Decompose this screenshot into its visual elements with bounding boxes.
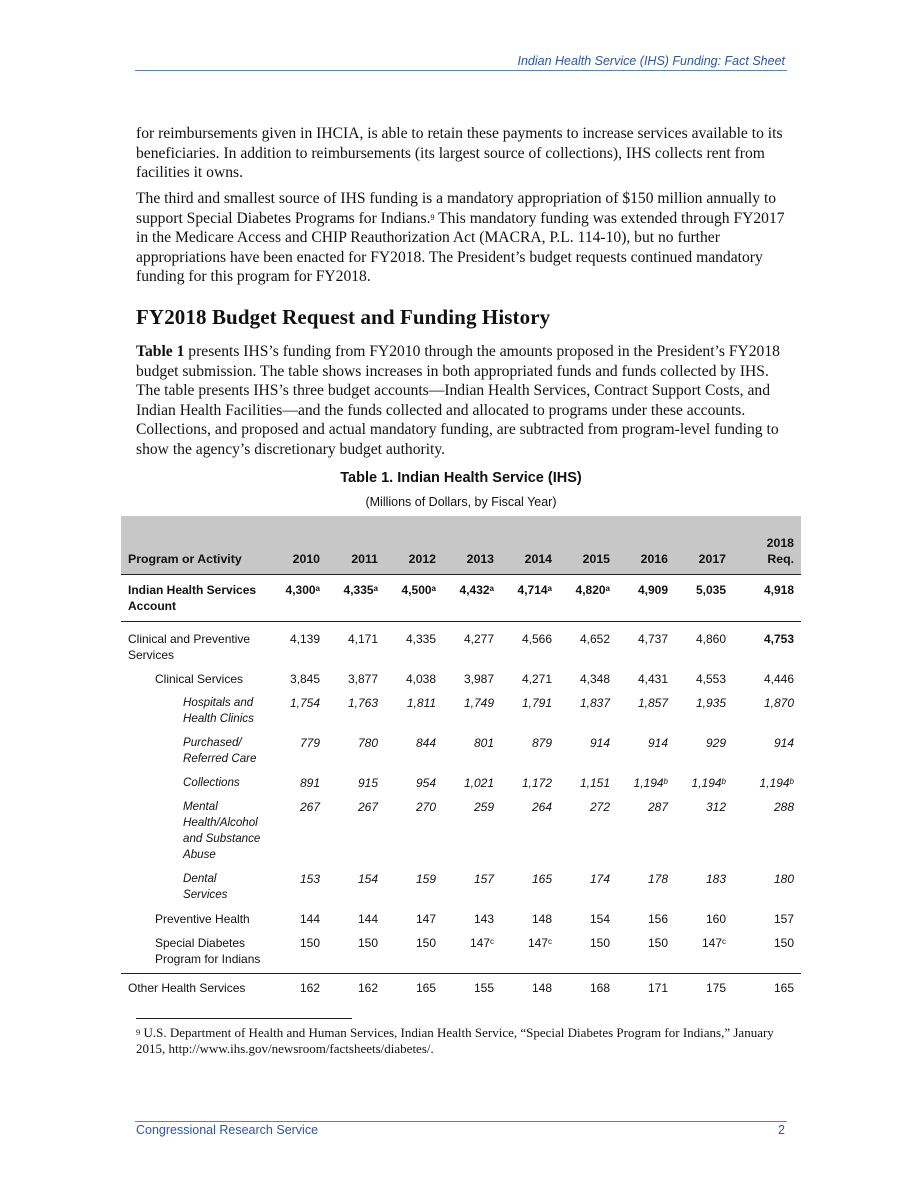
paragraph-2 [136, 189, 786, 287]
cell-value: 1,194 [633, 776, 664, 790]
row-label: Collections [183, 776, 240, 789]
cell-value: 4,500 [401, 583, 432, 597]
cell-value: 148 [531, 912, 552, 926]
table-cell [269, 868, 327, 908]
table-row [121, 732, 801, 772]
cell-value: 312 [705, 800, 726, 814]
table-cell [443, 908, 501, 932]
cell-value: 175 [705, 981, 726, 995]
cell-value: 267 [299, 800, 320, 814]
table-cell [617, 772, 675, 796]
table-cell [269, 974, 327, 1002]
table-row [121, 575, 801, 622]
table-cell [443, 796, 501, 868]
cell-value: 154 [589, 912, 610, 926]
cell-value: 150 [647, 936, 668, 950]
table-cell [327, 575, 385, 622]
cell-value: 159 [415, 872, 436, 886]
cell-value: 915 [357, 776, 378, 790]
table-cell [327, 732, 385, 772]
table-note-marker: a [605, 584, 610, 593]
table-note-marker: c [490, 937, 494, 946]
cell-value: 1,935 [695, 696, 726, 710]
table-cell [675, 908, 733, 932]
table-cell [385, 668, 443, 692]
table-cell [385, 796, 443, 868]
table-header-row [121, 516, 801, 575]
paragraph-3 [136, 342, 786, 460]
cell-value: 1,870 [763, 696, 794, 710]
column-header: 2014 [501, 516, 559, 575]
cell-value: 1,194 [691, 776, 722, 790]
table-note-marker: c [722, 937, 726, 946]
column-header: 2018 Req. [733, 516, 801, 575]
table-note-marker: a [431, 584, 436, 593]
table-cell [559, 796, 617, 868]
table-cell [733, 732, 801, 772]
table-cell [385, 772, 443, 796]
cell-value: 4,432 [459, 583, 490, 597]
table-note-marker: b [789, 777, 794, 786]
table-note-marker: c [548, 937, 552, 946]
table-cell [269, 932, 327, 974]
table-cell [443, 732, 501, 772]
table-cell [617, 868, 675, 908]
table-note-marker: a [489, 584, 494, 593]
header-rule [135, 70, 787, 71]
table-row [121, 908, 801, 932]
cell-value: 180 [773, 872, 794, 886]
table-cell [501, 692, 559, 732]
table-cell [733, 974, 801, 1002]
table-cell [443, 974, 501, 1002]
cell-value: 4,553 [695, 672, 726, 686]
cell-value: 154 [357, 872, 378, 886]
table-cell [675, 732, 733, 772]
table-cell [269, 668, 327, 692]
table-cell [501, 796, 559, 868]
row-label: Dental Services [183, 872, 228, 901]
table-cell [327, 796, 385, 868]
cell-value: 4,714 [517, 583, 548, 597]
cell-value: 171 [647, 981, 668, 995]
cell-value: 165 [415, 981, 436, 995]
table-cell [501, 575, 559, 622]
table-note-marker: a [315, 584, 320, 593]
table-cell [443, 932, 501, 974]
cell-value: 3,987 [463, 672, 494, 686]
cell-value: 174 [589, 872, 610, 886]
cell-value: 143 [473, 912, 494, 926]
table-cell [501, 868, 559, 908]
table-cell [443, 668, 501, 692]
footnote-reference[interactable]: 9 [430, 212, 435, 222]
table-cell [559, 932, 617, 974]
table-cell [733, 668, 801, 692]
table-cell [269, 732, 327, 772]
table-row [121, 772, 801, 796]
column-header: 2016 [617, 516, 675, 575]
table-row [121, 932, 801, 974]
cell-value: 4,431 [637, 672, 668, 686]
table-cell [559, 908, 617, 932]
table-subtitle: (Millions of Dollars, by Fiscal Year) [365, 495, 557, 509]
table-cell [327, 974, 385, 1002]
table-cell [559, 622, 617, 669]
table-reference[interactable]: Table 1 [136, 343, 185, 360]
table-cell [385, 692, 443, 732]
paragraph-3-text: presents IHS’s funding from FY2010 through the amounts proposed in the President’s FY2018 budget submission. The table shows increases in both appropriated funds and funds collected by IHS. The table presents IHS’s three budget accounts—Indian Health Services, Contract Support Costs, and Indian Health Facilities—and the funds collected and allocated to programs under these accounts. Collections, and proposed and actual mandatory funding, are subtracted from program-level funding to show the agency’s discretionary budget authority. [136, 343, 780, 458]
table-cell [501, 908, 559, 932]
table-cell [501, 732, 559, 772]
cell-value: 1,754 [289, 696, 320, 710]
cell-value: 779 [299, 736, 320, 750]
cell-value: 954 [415, 776, 436, 790]
footnote-marker: 9 [136, 1027, 141, 1037]
cell-value: 4,300 [285, 583, 316, 597]
table-cell [443, 772, 501, 796]
cell-value: 147 [415, 912, 436, 926]
table-cell [385, 732, 443, 772]
footnote [136, 1025, 786, 1057]
section-heading: FY2018 Budget Request and Funding History [136, 305, 551, 329]
cell-value: 4,335 [343, 583, 374, 597]
column-header: Program or Activity [121, 516, 269, 575]
cell-value: 1,791 [521, 696, 552, 710]
table-cell [675, 622, 733, 669]
table-cell [327, 772, 385, 796]
cell-value: 1,857 [637, 696, 668, 710]
cell-value: 1,021 [463, 776, 494, 790]
cell-value: 156 [647, 912, 668, 926]
table-row [121, 668, 801, 692]
cell-value: 914 [589, 736, 610, 750]
cell-value: 891 [299, 776, 320, 790]
paragraph-1-text: for reimbursements given in IHCIA, is able to retain these payments to increase services available to its beneficiaries. In addition to reimbursements (its largest source of collections), IHS collects rent from facilities it owns. [136, 125, 783, 182]
cell-value: 144 [299, 912, 320, 926]
cell-value: 150 [589, 936, 610, 950]
paragraph-2-text-b: This mandatory funding was extended through FY2017 in the Medicare Access and CHIP Reauthorization Act (MACRA, P.L. 114-10), but no further appropriations have been enacted for FY2018. The President’s budget requests continued mandatory funding for this program for FY2018. [136, 209, 785, 286]
cell-value: 287 [647, 800, 668, 814]
table-note-marker: b [663, 777, 668, 786]
table-note-marker: a [547, 584, 552, 593]
footer-publisher: Congressional Research Service [136, 1123, 319, 1137]
table-cell [269, 772, 327, 796]
cell-value: 178 [647, 872, 668, 886]
table-cell [559, 868, 617, 908]
column-header: 2011 [327, 516, 385, 575]
table-cell [385, 622, 443, 669]
cell-value: 4,820 [575, 583, 606, 597]
cell-value: 147 [527, 936, 548, 950]
cell-value: 4,566 [521, 632, 552, 646]
running-header: Indian Health Service (IHS) Funding: Fact Sheet [517, 54, 785, 68]
cell-value: 844 [415, 736, 436, 750]
cell-value: 267 [357, 800, 378, 814]
table-title: Table 1. Indian Health Service (IHS) [340, 470, 582, 486]
table-cell [675, 932, 733, 974]
table-cell [501, 772, 559, 796]
table-row [121, 868, 801, 908]
table-cell [443, 868, 501, 908]
table-note-marker: b [721, 777, 726, 786]
cell-value: 1,811 [406, 696, 436, 710]
row-label: Indian Health Services Account [128, 583, 257, 613]
table-cell [675, 974, 733, 1002]
table-cell [617, 974, 675, 1002]
cell-value: 1,151 [579, 776, 610, 790]
table-cell [617, 575, 675, 622]
cell-value: 4,335 [405, 632, 436, 646]
cell-value: 4,171 [347, 632, 378, 646]
column-header: 2015 [559, 516, 617, 575]
row-label: Hospitals and Health Clinics [183, 696, 254, 725]
footnote-rule [136, 1018, 352, 1019]
table-cell [385, 575, 443, 622]
table-cell [327, 668, 385, 692]
table-cell [269, 796, 327, 868]
table-row [121, 692, 801, 732]
cell-value: 144 [357, 912, 378, 926]
cell-value: 1,837 [579, 696, 610, 710]
cell-value: 1,194 [759, 776, 790, 790]
table-cell [385, 974, 443, 1002]
table-cell [733, 622, 801, 669]
table-cell [327, 692, 385, 732]
cell-value: 4,753 [763, 632, 794, 646]
table-cell [501, 622, 559, 669]
table-cell [327, 622, 385, 669]
cell-value: 4,271 [521, 672, 552, 686]
table-cell [443, 622, 501, 669]
column-header: 2013 [443, 516, 501, 575]
row-label: Other Health Services [128, 981, 246, 995]
table-cell [559, 772, 617, 796]
cell-value: 157 [473, 872, 494, 886]
cell-value: 4,860 [695, 632, 726, 646]
cell-value: 150 [773, 936, 794, 950]
paragraph-1 [136, 124, 786, 183]
cell-value: 3,877 [347, 672, 378, 686]
table-cell [617, 908, 675, 932]
table-cell [385, 932, 443, 974]
table-cell [733, 908, 801, 932]
cell-value: 4,909 [637, 583, 668, 597]
cell-value: 4,737 [637, 632, 668, 646]
cell-value: 165 [773, 981, 794, 995]
table-cell [733, 692, 801, 732]
cell-value: 150 [357, 936, 378, 950]
cell-value: 4,446 [763, 672, 794, 686]
table-cell [617, 622, 675, 669]
table-cell [617, 732, 675, 772]
cell-value: 4,652 [579, 632, 610, 646]
table-cell [327, 868, 385, 908]
table-cell [443, 692, 501, 732]
table-cell [559, 732, 617, 772]
table-cell [733, 772, 801, 796]
table-cell [269, 575, 327, 622]
cell-value: 147 [469, 936, 490, 950]
cell-value: 270 [415, 800, 436, 814]
row-label: Clinical and Preventive Services [128, 632, 251, 662]
cell-value: 4,348 [579, 672, 610, 686]
cell-value: 153 [299, 872, 320, 886]
table-cell [733, 932, 801, 974]
table-cell [443, 575, 501, 622]
column-header: 2017 [675, 516, 733, 575]
cell-value: 150 [299, 936, 320, 950]
table-cell [675, 692, 733, 732]
table-cell [733, 868, 801, 908]
table-cell [617, 668, 675, 692]
cell-value: 1,763 [347, 696, 378, 710]
table-cell [501, 932, 559, 974]
table-cell [559, 575, 617, 622]
table-cell [327, 932, 385, 974]
table-cell [617, 796, 675, 868]
cell-value: 183 [705, 872, 726, 886]
cell-value: 288 [773, 800, 794, 814]
cell-value: 914 [773, 736, 794, 750]
cell-value: 259 [473, 800, 494, 814]
cell-value: 157 [773, 912, 794, 926]
cell-value: 147 [701, 936, 722, 950]
table-cell [675, 796, 733, 868]
funding-table [121, 516, 801, 1001]
cell-value: 272 [589, 800, 610, 814]
table-cell [675, 575, 733, 622]
cell-value: 3,845 [289, 672, 320, 686]
column-header: 2012 [385, 516, 443, 575]
cell-value: 879 [531, 736, 552, 750]
table-cell [327, 908, 385, 932]
table-cell [269, 692, 327, 732]
cell-value: 801 [473, 736, 494, 750]
table-note-marker: a [373, 584, 378, 593]
cell-value: 4,277 [463, 632, 494, 646]
row-label: Clinical Services [155, 672, 244, 686]
cell-value: 155 [473, 981, 494, 995]
cell-value: 160 [705, 912, 726, 926]
table-cell [733, 575, 801, 622]
cell-value: 5,035 [695, 583, 726, 597]
table-cell [733, 796, 801, 868]
cell-value: 4,038 [405, 672, 436, 686]
cell-value: 168 [589, 981, 610, 995]
footer-rule [135, 1121, 787, 1122]
cell-value: 150 [415, 936, 436, 950]
table-row [121, 622, 801, 669]
cell-value: 4,139 [289, 632, 320, 646]
table-cell [385, 868, 443, 908]
table-cell [675, 772, 733, 796]
paragraph-2-text-a: The third and smallest source of IHS funding is a mandatory appropriation of $150 million annually to support Special Diabetes Programs for Indians. [136, 190, 777, 227]
table-cell [675, 868, 733, 908]
cell-value: 4,918 [763, 583, 794, 597]
table-cell [559, 974, 617, 1002]
table-cell [385, 908, 443, 932]
table-cell [617, 932, 675, 974]
table-cell [617, 692, 675, 732]
page-number: 2 [778, 1123, 785, 1137]
row-label: Preventive Health [155, 912, 250, 926]
table-row [121, 796, 801, 868]
row-label: Special Diabetes Program for Indians [155, 936, 261, 966]
table-cell [501, 974, 559, 1002]
table-cell [269, 908, 327, 932]
cell-value: 1,749 [463, 696, 494, 710]
table-cell [675, 668, 733, 692]
cell-value: 929 [705, 736, 726, 750]
cell-value: 1,172 [521, 776, 552, 790]
column-header: 2010 [269, 516, 327, 575]
cell-value: 264 [531, 800, 552, 814]
cell-value: 780 [357, 736, 378, 750]
table-cell [501, 668, 559, 692]
cell-value: 162 [357, 981, 378, 995]
table-cell [559, 692, 617, 732]
row-label: Mental Health/Alcohol and Substance Abuse [183, 800, 261, 861]
cell-value: 148 [531, 981, 552, 995]
table-cell [559, 668, 617, 692]
row-label: Purchased/ Referred Care [183, 736, 257, 765]
cell-value: 165 [531, 872, 552, 886]
table-row [121, 974, 801, 1002]
cell-value: 162 [299, 981, 320, 995]
table-cell [269, 622, 327, 669]
footnote-text: U.S. Department of Health and Human Services, Indian Health Service, “Special Diabetes Program for Indians,” January 2015, http://www.ihs.gov/newsroom/factsheets/diabetes/. [136, 1025, 774, 1056]
cell-value: 914 [647, 736, 668, 750]
